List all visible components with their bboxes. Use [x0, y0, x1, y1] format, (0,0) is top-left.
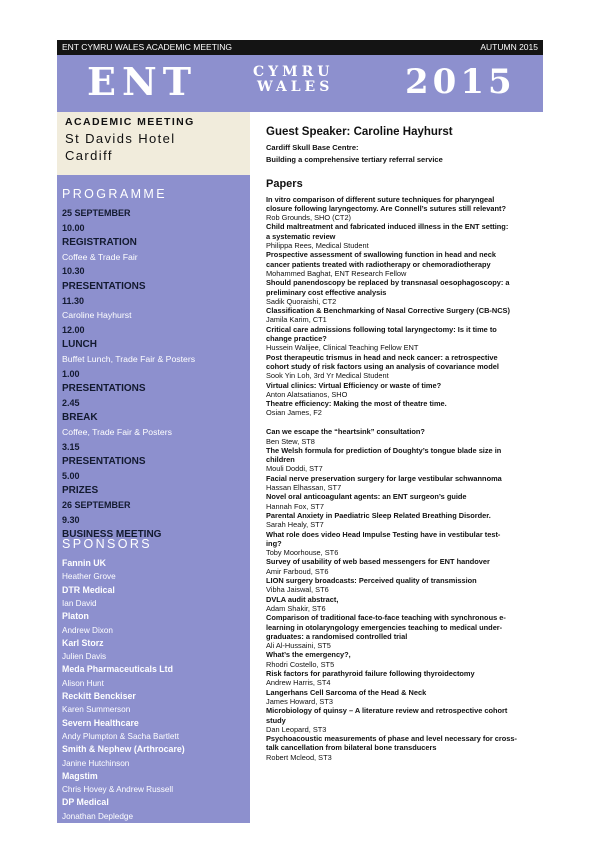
sponsor-contact: Ian David: [62, 598, 97, 608]
programme-item: PRESENTATIONS: [62, 383, 146, 395]
paper-title: graduates: a randomised controlled trial: [266, 631, 408, 641]
paper-title: Post therapeutic trismus in head and neck cancer: a retrospective: [266, 352, 498, 362]
paper-title: In vitro comparison of different suture techniques for pharyngeal: [266, 194, 495, 204]
sponsor-contact: Jonathan Depledge: [62, 811, 134, 821]
paper-author: Vibha Jaiswal, ST6: [266, 585, 329, 595]
venue-line-1: St Davids Hotel: [65, 131, 176, 146]
paper-author: Anton Alatsatianos, SHO: [266, 389, 348, 399]
banner-cymru: CYMRU: [253, 64, 334, 80]
programme-item: PRIZES: [62, 485, 99, 497]
paper-title: Parental Anxiety in Paediatric Sleep Related Breathing Disorder.: [266, 510, 491, 520]
paper-title: Virtual clinics: Virtual Efficiency or waste of time?: [266, 380, 442, 390]
paper-author: Robert Mcleod, ST3: [266, 752, 332, 762]
sponsor-contact: Janine Hutchinson: [62, 758, 130, 768]
paper-author: Osian James, F2: [266, 408, 322, 418]
papers-heading: Papers: [266, 178, 303, 190]
sponsors-heading: SPONSORS: [62, 537, 153, 551]
paper-title: cohort study of risk factors using an analysis of covariance model: [266, 361, 499, 371]
paper-title: LION surgery broadcasts: Perceived quality of transmission: [266, 576, 477, 585]
programme-item: 2.45: [62, 397, 80, 408]
top-bar: [57, 40, 543, 55]
sponsor-contact: Andy Plumpton & Sacha Bartlett: [62, 731, 179, 741]
sponsor-contact: Julien Davis: [62, 652, 107, 662]
sponsor-company: DP Medical: [62, 797, 109, 808]
programme-item: Coffee & Trade Fair: [62, 251, 138, 262]
programme-item: PRESENTATIONS: [62, 456, 146, 468]
paper-title: study: [266, 715, 286, 725]
paper-author: Sarah Healy, ST7: [266, 520, 324, 530]
paper-title: change practice?: [266, 334, 327, 343]
sponsor-contact: Chris Hovey & Andrew Russell: [62, 785, 174, 795]
paper-title: Facial nerve preservation surgery for large vestibular schwannoma: [266, 473, 502, 483]
paper-title: closure following laryngectomy. Are Connell’s sutures still relevant?: [266, 203, 506, 213]
paper-title: Classification & Benchmarking of Nasal Corrective Surgery (CB-NCS): [266, 306, 510, 316]
paper-author: Sadik Quoraishi, CT2: [266, 296, 337, 306]
paper-title: learning in otolaryngology emergencies teaching to medical under-: [266, 622, 503, 632]
programme-item: REGISTRATION: [62, 237, 137, 249]
sponsor-contact: Andrew Dixon: [62, 625, 113, 635]
programme-item: 25 SEPTEMBER: [62, 208, 131, 218]
programme-item: 10.00: [62, 222, 85, 233]
paper-title: The Welsh formula for prediction of Doughty’s tongue blade size in: [266, 445, 502, 455]
paper-title: What role does video Head Impulse Testing have in vestibular test-: [266, 529, 501, 539]
paper-title: What’s the emergency?,: [266, 650, 351, 660]
paper-author: Hannah Fox, ST7: [266, 501, 324, 511]
sponsor-company: Smith & Nephew (Arthrocare): [62, 744, 185, 755]
paper-title: Comparison of traditional face-to-face teaching with synchronous e-: [266, 613, 506, 623]
paper-author: James Howard, ST3: [266, 696, 333, 706]
programme-item: 11.30: [62, 295, 85, 306]
programme-item: 5.00: [62, 470, 80, 481]
sponsor-company: DTR Medical: [62, 584, 115, 595]
programme-item: PRESENTATIONS: [62, 281, 146, 292]
paper-title: Can we escape the “heartsink” consultation?: [266, 427, 425, 437]
banner-wales: WALES: [257, 79, 334, 95]
venue-line-2: Cardiff: [65, 148, 113, 163]
paper-author: Ali Al-Hussaini, ST5: [266, 641, 331, 651]
guest-speaker-title: Guest Speaker: Caroline Hayhurst: [266, 126, 453, 138]
paper-title: Microbiology of quinsy – A literature review and retrospective cohort: [266, 706, 508, 716]
paper-title: DVLA audit abstract,: [266, 594, 339, 604]
paper-author: Rhodri Costello, ST5: [266, 659, 335, 669]
sponsor-company: Reckitt Benckiser: [62, 691, 136, 701]
paper-author: Jamila Karim, CT1: [266, 315, 327, 325]
paper-title: Novel oral anticoagulant agents: an ENT surgeon’s guide: [266, 492, 467, 502]
programme-item: 12.00: [62, 324, 85, 335]
programme-item: 10.30: [62, 266, 85, 277]
programme-item: LUNCH: [62, 339, 97, 351]
paper-author: Sook Yin Loh, 3rd Yr Medical Student: [266, 371, 389, 381]
venue-title: ACADEMIC MEETING: [65, 116, 195, 128]
paper-title: Child maltreatment and fabricated induced illness in the ENT setting:: [266, 222, 509, 232]
paper-author: Dan Leopard, ST3: [266, 724, 327, 734]
sidebar: [57, 175, 250, 823]
programme-heading: PROGRAMME: [62, 187, 167, 201]
programme-item: 9.30: [62, 514, 80, 525]
title-banner: [57, 55, 543, 112]
paper-author: Andrew Harris, ST4: [266, 678, 331, 688]
paper-author: Amir Farboud, ST6: [266, 566, 329, 576]
paper-author: Hussein Walijee, Clinical Teaching Fellow ENT: [266, 343, 419, 353]
paper-title: preliminary cost effective analysis: [266, 287, 387, 297]
paper-author: Mohammed Baghat, ENT Research Fellow: [266, 268, 407, 278]
sponsor-company: Magstim: [62, 770, 98, 781]
venue-box: [57, 112, 250, 175]
paper-title: Langerhans Cell Sarcoma of the Head & Neck: [266, 687, 427, 697]
programme-item: BREAK: [62, 412, 98, 424]
paper-title: Should panendoscopy be replaced by transnasal oesophagoscopy: a: [266, 278, 510, 288]
paper-title: children: [266, 455, 295, 465]
paper-title: Prospective assessment of swallowing function in head and neck: [266, 250, 496, 260]
paper-title: a systematic review: [266, 231, 336, 241]
sponsor-company: Severn Healthcare: [62, 717, 139, 728]
paper-title: Theatre efficiency: Making the most of theatre time.: [266, 399, 447, 409]
paper-title: ing?: [266, 538, 282, 548]
banner-year: 2015: [405, 62, 516, 102]
paper-author: Adam Shakir, ST6: [266, 603, 326, 613]
paper-title: Risk factors for parathyroid failure following thyroidectomy: [266, 669, 475, 678]
banner-ent: ENT: [87, 59, 197, 104]
programme-item: 3.15: [62, 441, 80, 452]
paper-title: Survey of usability of web based messengers for ENT handover: [266, 557, 490, 567]
guest-speaker-affiliation: Cardiff Skull Base Centre:: [266, 143, 359, 152]
paper-author: Mouli Doddi, ST7: [266, 464, 323, 474]
season-label: AUTUMN 2015: [480, 42, 538, 52]
programme-item: 26 SEPTEMBER: [62, 500, 131, 510]
sponsor-contact: Heather Grove: [62, 572, 116, 582]
sponsor-contact: Karen Summerson: [62, 705, 131, 715]
paper-author: Rob Grounds, SHO (CT2): [266, 213, 352, 223]
sponsor-company: Karl Storz: [62, 637, 104, 648]
guest-speaker-talk: Building a comprehensive tertiary referral service: [266, 155, 443, 164]
programme-item: Caroline Hayhurst: [62, 310, 132, 321]
paper-title: Psychoacoustic measurements of phase and level necessary for cross-: [266, 734, 517, 744]
paper-author: Ben Stew, ST8: [266, 436, 315, 446]
paper-author: Hassan Elhassan, ST7: [266, 483, 342, 492]
programme-item: 1.00: [62, 368, 80, 379]
paper-author: Philippa Rees, Medical Student: [266, 241, 369, 250]
programme-item: BUSINESS MEETING: [62, 529, 162, 541]
sponsor-company: Platon: [62, 611, 89, 622]
programme-item: Coffee, Trade Fair & Posters: [62, 427, 172, 437]
sponsor-company: Meda Pharmaceuticals Ltd: [62, 664, 173, 675]
sponsor-company: Fannin UK: [62, 558, 106, 568]
paper-title: cancer patients treated with radiotherapy or chemoradiotherapy: [266, 259, 491, 269]
programme-item: Buffet Lunch, Trade Fair & Posters: [62, 354, 196, 364]
paper-title: Critical care admissions following total laryngectomy: Is it time to: [266, 324, 497, 334]
paper-title: talk cancellation from bilateral bone transducers: [266, 743, 437, 753]
paper-author: Toby Moorhouse, ST6: [266, 548, 339, 558]
sponsor-contact: Alison Hunt: [62, 678, 104, 688]
meeting-name: ENT CYMRU WALES ACADEMIC MEETING: [62, 42, 233, 52]
